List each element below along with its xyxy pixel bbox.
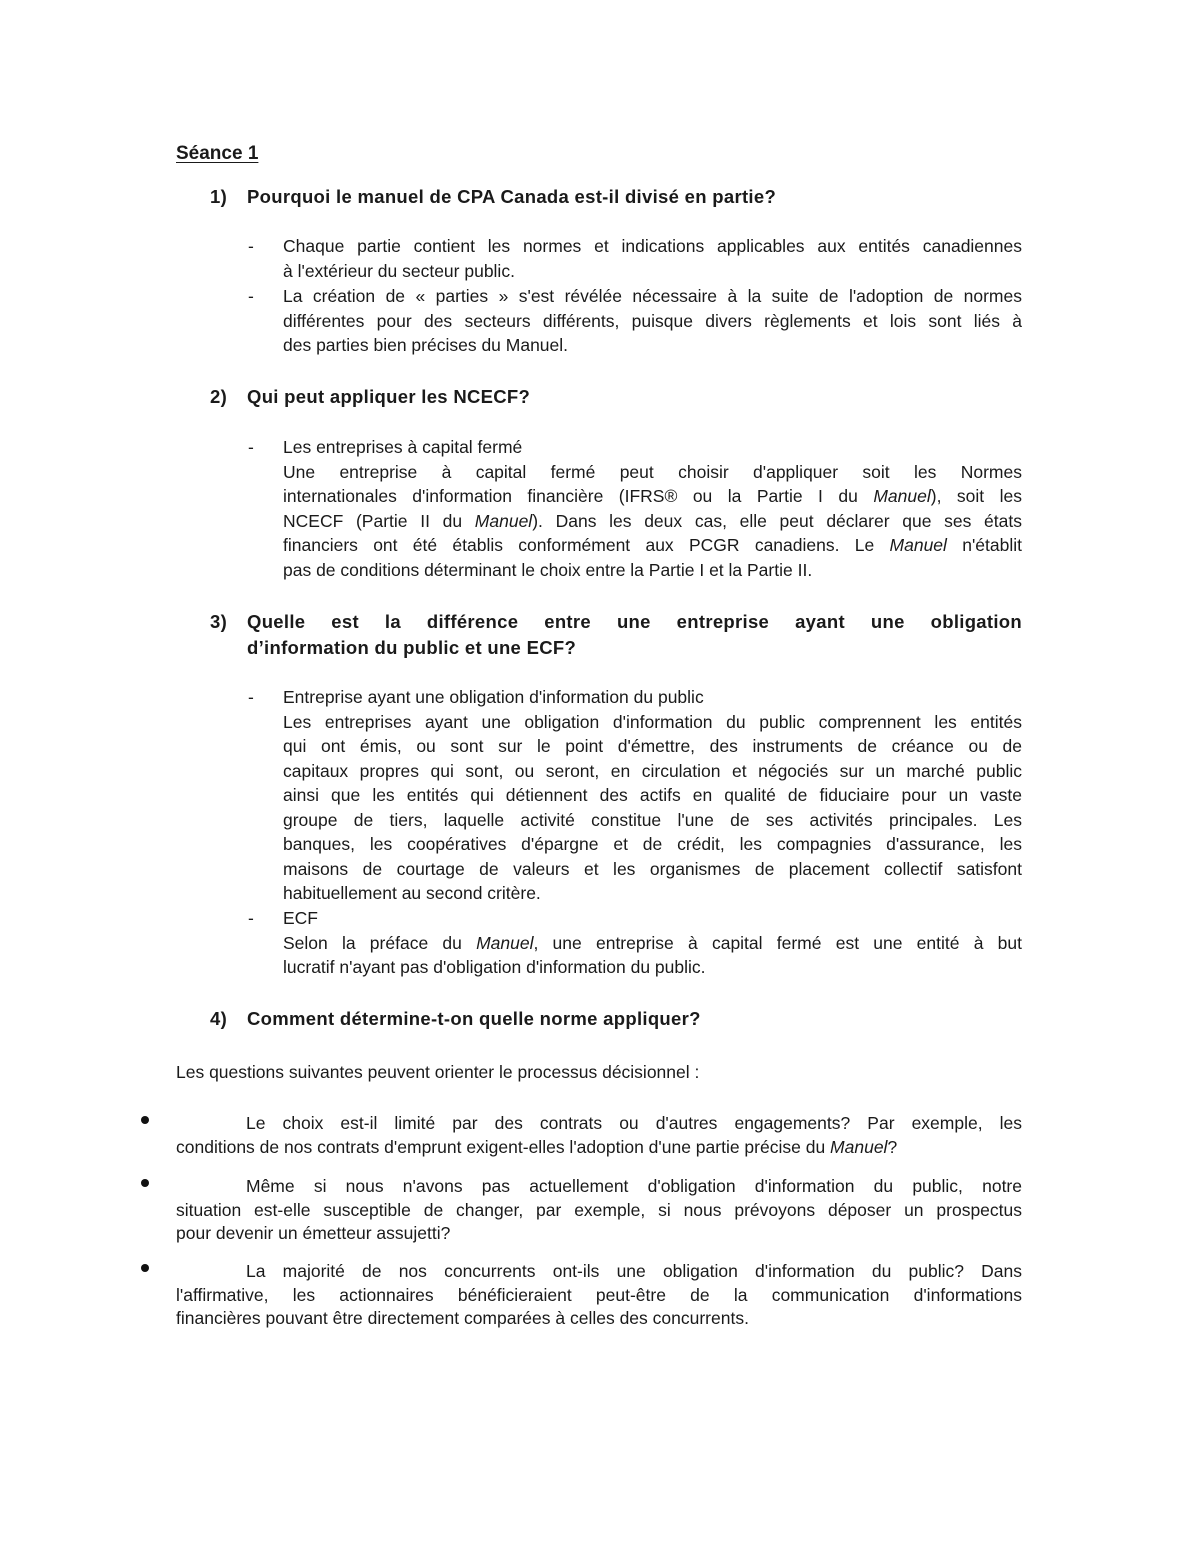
text-line: Une entreprise à capital fermé peut choisir d'appliquer soit les Normes (283, 461, 1022, 482)
question-number: 1) (210, 186, 228, 207)
text-line: internationales d'information financière (IFRS® ou la Partie I du Manuel), soit les (283, 486, 1022, 506)
item-subtitle: Les entreprises à capital fermé (283, 437, 523, 457)
bullet-item (141, 1260, 1022, 1331)
bullet-dot (141, 1264, 149, 1272)
question-3-heading (210, 609, 1022, 661)
bullet-item (141, 1175, 1022, 1246)
text-line: Chaque partie contient les normes et indications applicables aux entités canadiennes (283, 236, 1022, 256)
text-line: Selon la préface du Manuel, une entreprise à capital fermé est une entité à but (283, 932, 1022, 953)
text-line: maisons de courtage de valeurs et les organismes de placement collectif satisfont (283, 858, 1022, 879)
dash-marker: - (248, 236, 254, 256)
question-1-heading (210, 184, 1022, 210)
text-line: Même si nous n'avons pas actuellement d'obligation d'information du public, notre (246, 1176, 1022, 1196)
text-line: financières pouvant être directement comparées à celles des concurrents. (176, 1308, 749, 1328)
dash-marker: - (248, 908, 254, 928)
text-line: groupe de tiers, laquelle activité constitue l'une de ses activités principales. Les (283, 809, 1022, 830)
text-line: NCECF (Partie II du Manuel). Dans les deux cas, elle peut déclarer que ses états (283, 510, 1022, 531)
text-line: lucratif n'ayant pas d'obligation d'information du public. (283, 957, 706, 977)
text-line: financiers ont été établis conformément aux PCGR canadiens. Le Manuel n'établit (283, 535, 1023, 555)
list-item (246, 435, 1022, 582)
dash-marker: - (248, 286, 254, 306)
text-line: ainsi que les entités qui détiennent des actifs en qualité de fiduciaire pour un vaste (283, 785, 1022, 805)
dash-marker: - (248, 687, 254, 707)
question-text: Comment détermine-t-on quelle norme appliquer? (247, 1008, 701, 1029)
text-line: pour devenir un émetteur assujetti? (176, 1223, 451, 1243)
text-line: différentes pour des secteurs différents, puisque divers règlements et lois sont liés à (283, 310, 1022, 331)
list-item (246, 234, 1022, 283)
text-line: banques, les coopératives d'épargne et de crédit, les compagnies d'assurance, les (283, 834, 1022, 854)
text-line: capitaux propres qui sont, ou seront, en circulation et négociés sur un marché public (283, 760, 1022, 781)
text-line: La création de « parties » s'est révélée nécessaire à la suite de l'adoption de normes (283, 286, 1022, 306)
intro-text: Les questions suivantes peuvent orienter le processus décisionnel : (176, 1062, 700, 1082)
text-line: l'affirmative, les actionnaires bénéficieraient peut-être de la communication d'informations (176, 1284, 1022, 1305)
bullet-dot (141, 1179, 149, 1187)
text-line: Les entreprises ayant une obligation d'information du public comprennent les entités (283, 711, 1022, 732)
item-subtitle: Entreprise ayant une obligation d'information du public (283, 687, 704, 707)
question-text: Pourquoi le manuel de CPA Canada est-il divisé en partie? (247, 186, 777, 207)
text-line: habituellement au second critère. (283, 883, 541, 903)
text-line: pas de conditions déterminant le choix entre la Partie I et la Partie II. (283, 559, 813, 580)
text-line: situation est-elle susceptible de changer, par exemple, si nous prévoyons déposer un prospectus (176, 1199, 1022, 1220)
text-line: La majorité de nos concurrents ont-ils une obligation d'information du public? Dans (246, 1261, 1022, 1281)
text-line: Le choix est-il limité par des contrats ou d'autres engagements? Par exemple, les (246, 1113, 1022, 1133)
question-text: Qui peut appliquer les NCECF? (247, 386, 531, 407)
bullet-dot (141, 1116, 149, 1124)
list-item (246, 685, 1022, 906)
dash-marker: - (248, 437, 254, 457)
question-text: Quelle est la différence entre une entreprise ayant une obligation d’information du public et une ECF? (247, 611, 1022, 658)
question-4-heading (210, 1006, 1022, 1032)
text-line: conditions de nos contrats d'emprunt exigent-elles l'adoption d'une partie précise du Manuel? (176, 1136, 898, 1157)
question-number: 3) (210, 611, 228, 632)
page-title: Séance 1 (176, 143, 259, 164)
text-line: des parties bien précises du Manuel. (283, 335, 569, 355)
text-line: qui ont émis, ou sont sur le point d'émettre, des instruments de créance ou de (283, 736, 1022, 756)
question-2-heading (210, 384, 1022, 410)
list-item (246, 284, 1022, 358)
text-line: à l'extérieur du secteur public. (283, 260, 515, 281)
question-number: 2) (210, 386, 228, 407)
bullet-item (141, 1112, 1022, 1159)
question-number: 4) (210, 1008, 228, 1029)
item-subtitle: ECF (283, 908, 318, 928)
list-item (246, 906, 1022, 980)
